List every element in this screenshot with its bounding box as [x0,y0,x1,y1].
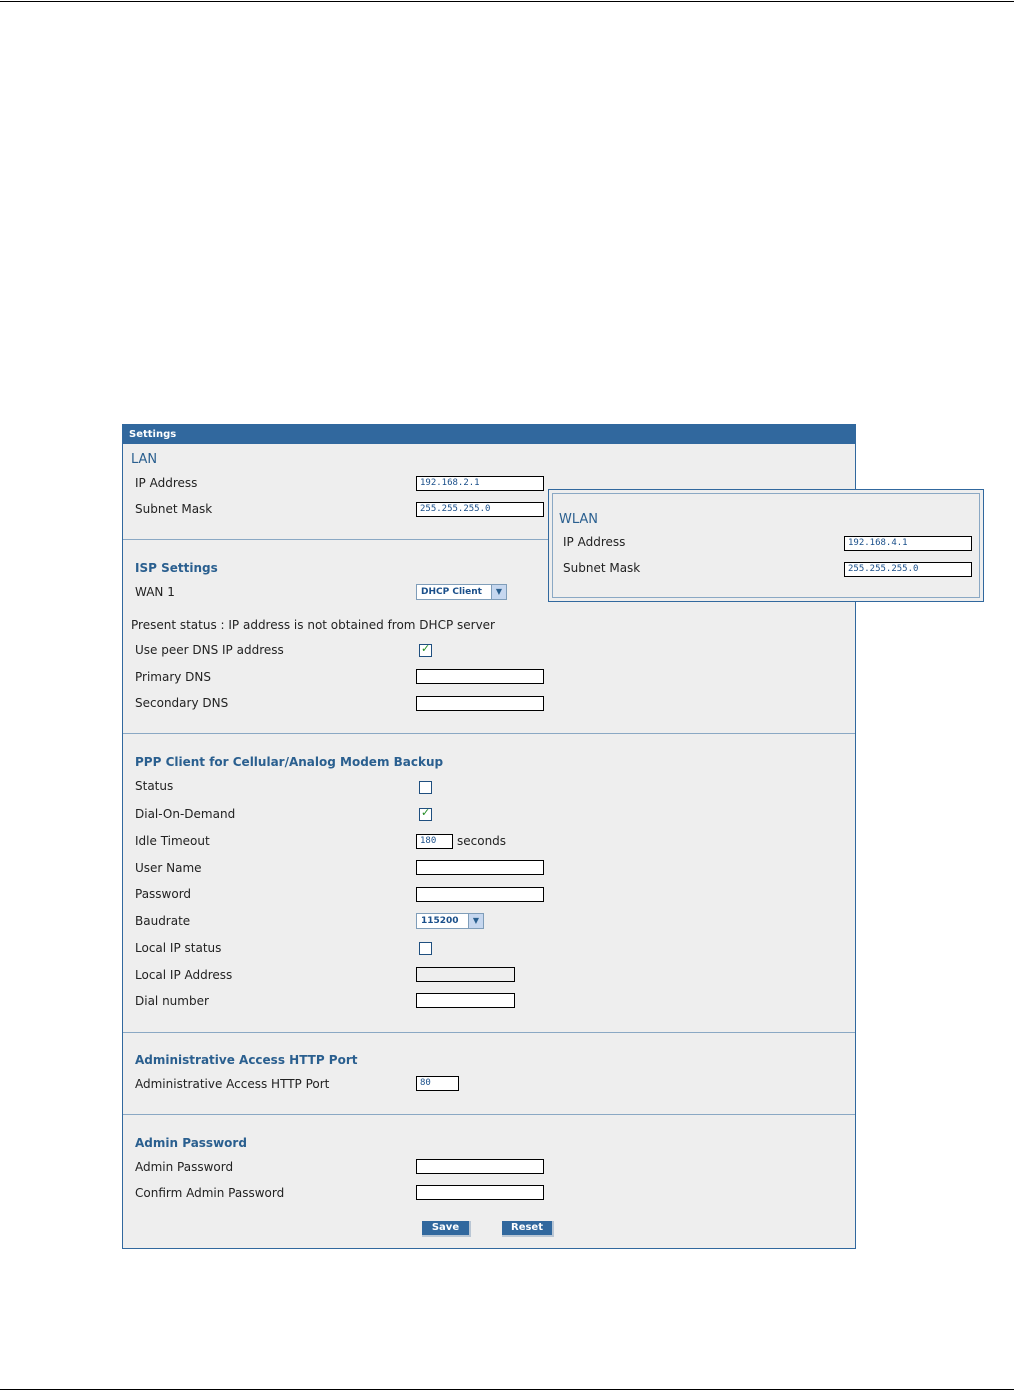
baudrate-label: Baudrate [135,914,191,928]
http-port-title: Administrative Access HTTP Port [135,1053,358,1067]
lan-ip-label: IP Address [135,476,198,490]
section-divider [123,1032,855,1033]
idle-timeout-label: Idle Timeout [135,834,210,848]
isp-status-text: Present status : IP address is not obtained from DHCP server [131,618,495,632]
wlan-panel [548,489,984,602]
http-port-label: Administrative Access HTTP Port [135,1077,330,1091]
dial-on-demand-label: Dial-On-Demand [135,807,236,821]
ppp-status-label: Status [135,779,174,793]
password-label: Password [135,887,192,901]
ppp-title: PPP Client for Cellular/Analog Modem Backup [135,755,444,769]
chevron-down-icon[interactable]: ▼ [468,914,483,928]
checkmark-icon: ✓ [421,806,431,819]
checkmark-icon: ✓ [421,642,431,655]
admin-password-input[interactable] [416,1159,544,1174]
ppp-status-checkbox[interactable] [419,781,432,794]
save-button[interactable]: Save [422,1221,471,1237]
baudrate-select-value: 115200 [421,916,459,926]
user-name-label: User Name [135,861,202,875]
lan-mask-label: Subnet Mask [135,502,213,516]
baudrate-select[interactable] [416,913,484,929]
section-divider [123,1114,855,1115]
secondary-dns-label: Secondary DNS [135,696,229,710]
lan-ip-input[interactable]: 192.168.2.1 [416,476,544,491]
confirm-password-label: Confirm Admin Password [135,1186,285,1200]
local-ip-status-label: Local IP status [135,941,222,955]
lan-mask-input[interactable]: 255.255.255.0 [416,502,544,517]
password-input[interactable] [416,887,544,902]
local-ip-status-checkbox[interactable] [419,942,432,955]
dial-number-input[interactable] [416,993,515,1008]
http-port-input[interactable]: 80 [416,1076,459,1091]
idle-timeout-suffix: seconds [457,834,507,848]
dial-number-label: Dial number [135,994,209,1008]
local-ip-label: Local IP Address [135,968,233,982]
wan-select-value: DHCP Client [421,587,482,597]
wlan-title: WLAN [559,512,599,527]
wan-select[interactable] [416,584,507,600]
user-name-input[interactable] [416,860,544,875]
primary-dns-input[interactable] [416,669,544,684]
wlan-ip-label: IP Address [563,535,626,549]
dial-on-demand-checkbox[interactable] [419,808,432,821]
panel-title: Settings [123,425,855,444]
admin-password-label: Admin Password [135,1160,234,1174]
peer-dns-checkbox[interactable] [419,644,432,657]
reset-button[interactable]: Reset [502,1221,554,1237]
wlan-mask-input[interactable]: 255.255.255.0 [844,562,972,577]
lan-title: LAN [131,452,158,467]
chevron-down-icon[interactable]: ▼ [491,585,506,599]
isp-title: ISP Settings [135,561,218,575]
peer-dns-label: Use peer DNS IP address [135,643,284,657]
wlan-mask-label: Subnet Mask [563,561,641,575]
primary-dns-label: Primary DNS [135,670,212,684]
wlan-ip-input[interactable]: 192.168.4.1 [844,536,972,551]
section-divider [123,733,855,734]
confirm-password-input[interactable] [416,1185,544,1200]
page-top-rule [0,1,1014,2]
local-ip-input[interactable] [416,967,515,982]
page-bottom-rule [0,1389,1014,1390]
secondary-dns-input[interactable] [416,696,544,711]
wan-label: WAN 1 [135,585,175,599]
idle-timeout-input[interactable]: 180 [416,834,453,849]
admin-password-title: Admin Password [135,1136,247,1150]
